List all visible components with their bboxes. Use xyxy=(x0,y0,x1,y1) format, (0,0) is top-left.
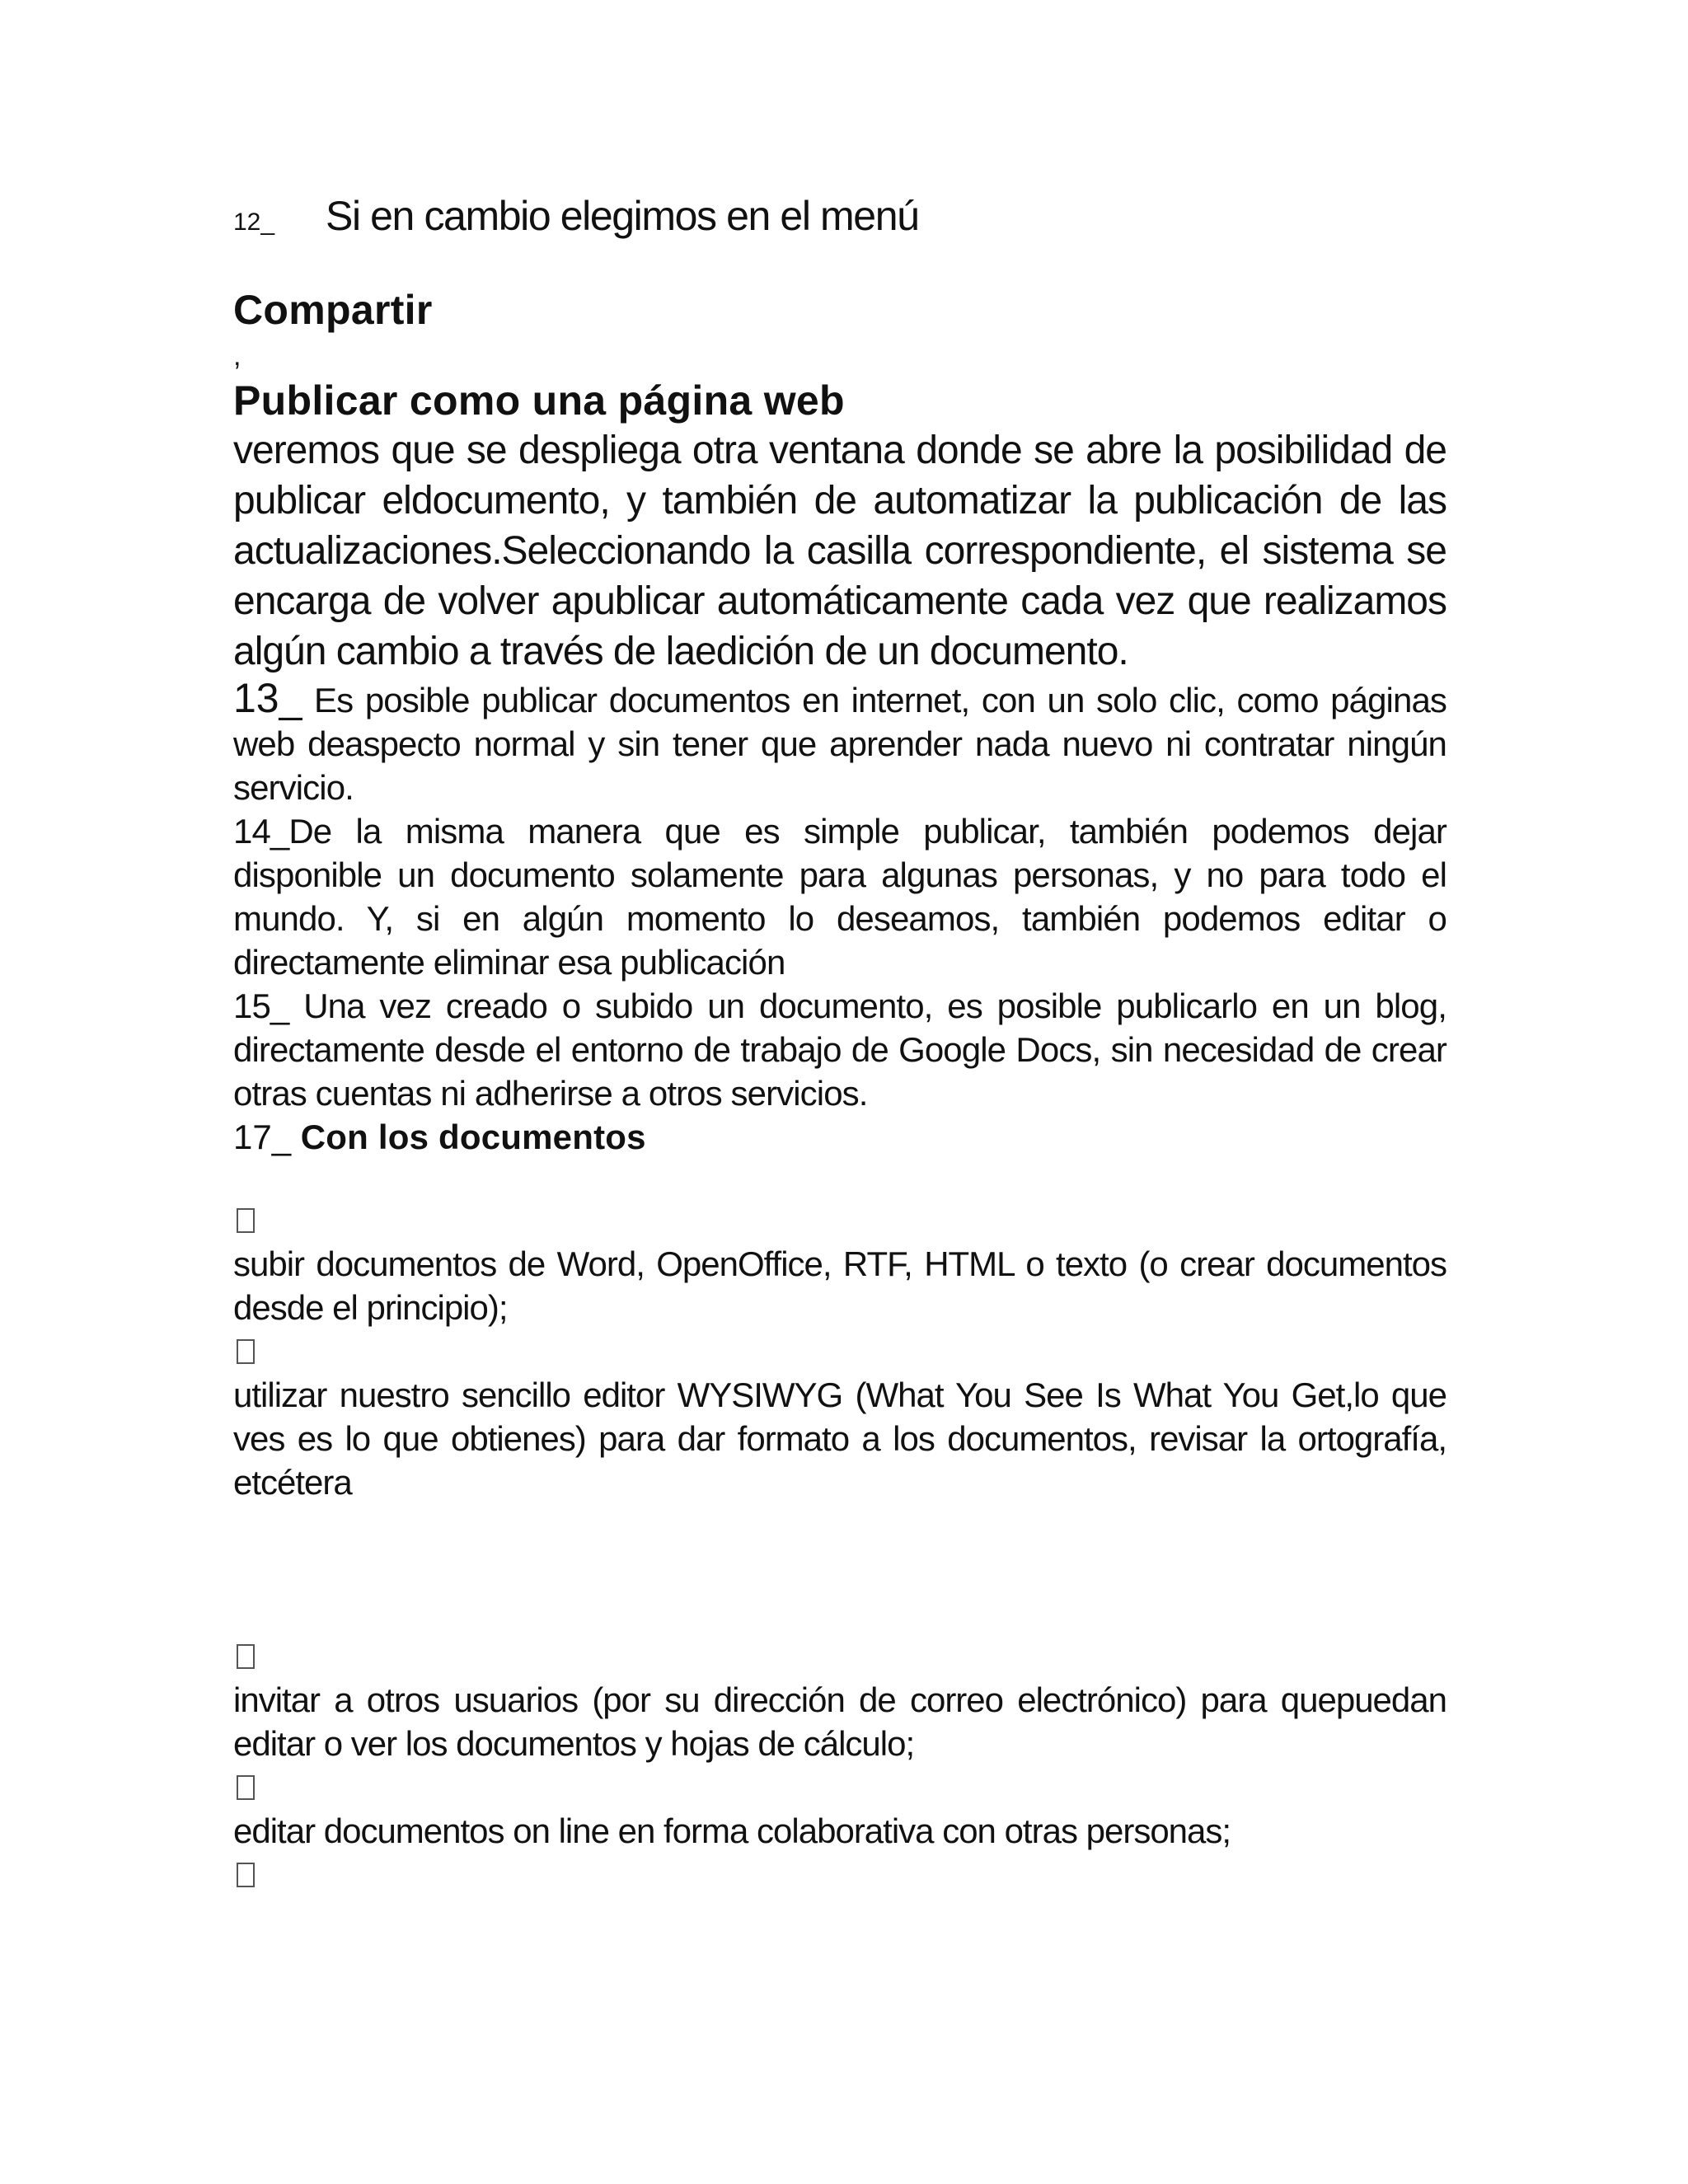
item-12-line xyxy=(233,190,1447,249)
item-13-paragraph xyxy=(233,677,1447,809)
item-15-paragraph: 15_ Una vez creado o subido un documento, es posible publicarlo en un blog, directamente desde el entorno de trabajo de Google Docs, sin necesidad de crear otras cuentas ni adherirse a otros servicios. xyxy=(233,987,1447,1113)
bullet-item-1: subir documentos de Word, OpenOffice, RTF, HTML o texto (o crear documentos desde el principio); xyxy=(233,1244,1447,1327)
checkbox-icon xyxy=(237,1339,255,1364)
item-17-number: 17_ xyxy=(233,1118,301,1156)
bullet-marker-2 xyxy=(233,1329,1447,1373)
checkbox-icon xyxy=(237,1775,255,1800)
item-17-title: Con los documentos xyxy=(300,1118,646,1156)
paragraph-publicar: veremos que se despliega otra ventana donde se abre la posibilidad de publicar eldocumento, y también de automatizar la publicación de las actualizaciones.Seleccionando la casilla correspondiente, el sistema se encarga de volver apublicar automáticamente cada vez que realizamos algún cambio a través de laedición de un documento. xyxy=(233,429,1447,673)
item-14-paragraph: 14_De la misma manera que es simple publicar, también podemos dejar disponible un documento solamente para algunas personas, y no para todo el mundo. Y, si en algún momento lo deseamos, también podemos editar o directamente eliminar esa publicación xyxy=(233,812,1447,982)
bullet-item-3: invitar a otros usuarios (por su dirección de correo electrónico) para quepuedan editar o ver los documentos y hojas de cálculo; xyxy=(233,1680,1447,1763)
item-17-heading xyxy=(233,1115,1447,1159)
bullet-marker-3 xyxy=(233,1634,1447,1678)
separator-comma: , xyxy=(233,340,241,372)
menu-publicar-heading: Publicar como una página web xyxy=(233,377,845,424)
document-body xyxy=(233,190,1447,1896)
menu-compartir-heading: Compartir xyxy=(233,287,433,333)
bullet-item-4: editar documentos on line en forma colaborativa con otras personas; xyxy=(233,1811,1231,1850)
bullet-marker-5 xyxy=(233,1853,1447,1896)
checkbox-icon xyxy=(237,1208,255,1233)
item-13-number: 13_ xyxy=(233,675,302,721)
bullet-marker-1 xyxy=(233,1198,1447,1242)
item-13-text: Es posible publicar documentos en internet, con un solo clic, como páginas web deaspecto normal y sin tener que aprender nada nuevo ni contratar ningún servicio. xyxy=(233,681,1447,807)
checkbox-icon xyxy=(237,1863,255,1887)
bullet-item-2: utilizar nuestro sencillo editor WYSIWYG (What You See Is What You Get,lo que ves es lo que obtienes) para dar formato a los documentos, revisar la ortografía, etcétera xyxy=(233,1376,1447,1502)
checkbox-icon xyxy=(237,1644,255,1669)
bullet-marker-4 xyxy=(233,1765,1447,1809)
item-12-text: Si en cambio elegimos en el menú xyxy=(326,193,919,239)
item-12-number: 12_ xyxy=(233,209,275,236)
